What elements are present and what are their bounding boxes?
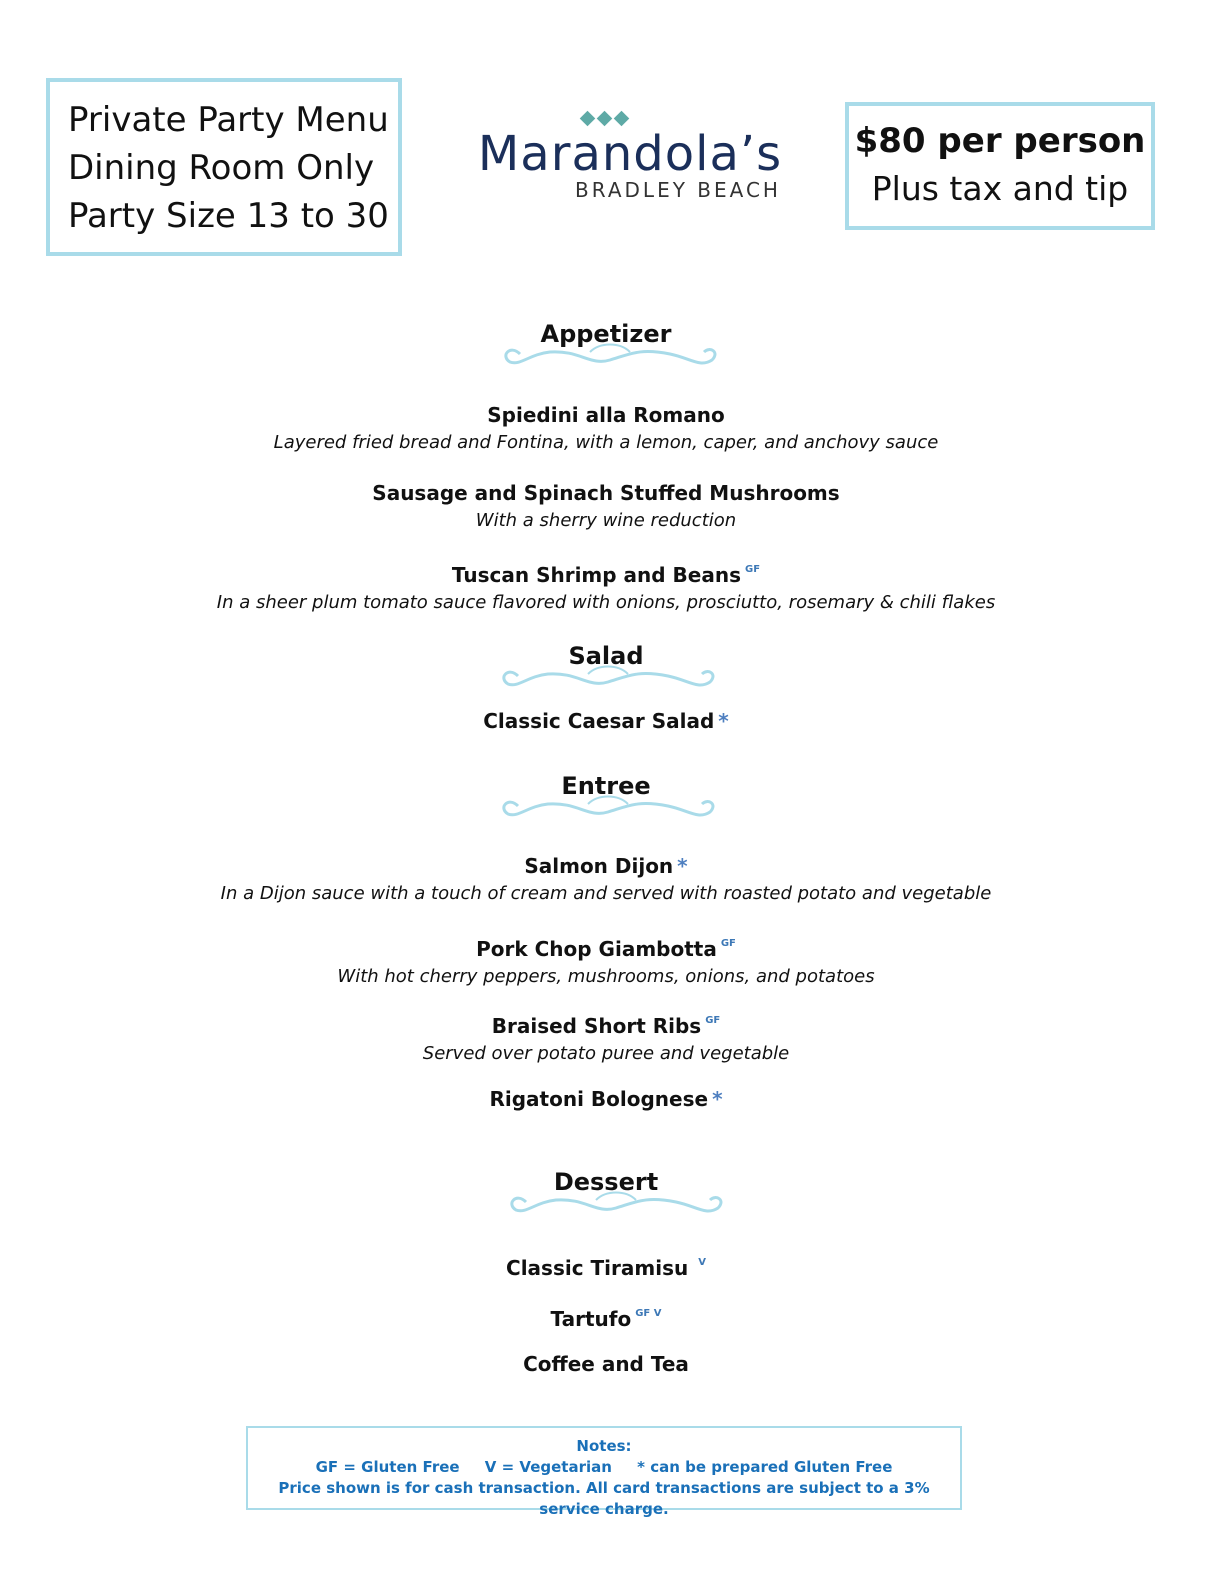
item-description: Served over potato puree and vegetable xyxy=(422,1043,790,1064)
item-description: In a sheer plum tomato sauce flavored with onions, prosciutto, rosemary & chili flakes xyxy=(216,592,996,613)
item-name: Classic Caesar Salad xyxy=(483,709,715,733)
menu-item xyxy=(0,402,1212,456)
gluten-free-option-mark: * xyxy=(677,854,688,878)
menu-item xyxy=(0,480,1212,534)
section-title-appetizer: Appetizer xyxy=(540,320,672,348)
item-name: Tuscan Shrimp and Beans xyxy=(451,563,742,587)
menu-item xyxy=(0,1250,1212,1281)
menu-item xyxy=(0,708,1212,734)
item-name: Salmon Dijon xyxy=(524,854,674,878)
item-description: With a sherry wine reduction xyxy=(475,510,737,531)
item-name: Classic Tiramisu xyxy=(506,1256,689,1280)
item-description: In a Dijon sauce with a touch of cream and served with roasted potato and vegetable xyxy=(220,883,992,904)
item-name: Spiedini alla Romano xyxy=(487,403,725,427)
price: $80 per person xyxy=(854,121,1146,161)
menu-item xyxy=(0,931,1212,990)
menu-item xyxy=(0,557,1212,616)
notes-title: Notes: xyxy=(576,1437,632,1455)
menu-item xyxy=(0,1301,1212,1332)
swirl-divider-icon xyxy=(498,792,718,822)
diet-tag: V xyxy=(698,1257,706,1268)
item-description: With hot cherry peppers, mushrooms, onions, and potatoes xyxy=(337,966,875,987)
swirl-divider-icon xyxy=(506,1188,726,1218)
menu-item xyxy=(0,1008,1212,1067)
notes-box xyxy=(246,1426,962,1518)
restaurant-location: BRADLEY BEACH xyxy=(575,178,781,202)
menu-item xyxy=(0,1086,1212,1112)
restaurant-name: Marandola’s xyxy=(477,126,783,182)
item-name: Sausage and Spinach Stuffed Mushrooms xyxy=(372,481,840,505)
legend-vegetarian: V = Vegetarian xyxy=(484,1458,612,1476)
item-name: Coffee and Tea xyxy=(523,1352,689,1376)
menu-item xyxy=(0,853,1212,907)
menu-item xyxy=(0,1351,1212,1377)
item-name: Braised Short Ribs xyxy=(491,1014,702,1038)
price-note: Price shown is for cash transaction. All card transactions are subject to a 3% service charge. xyxy=(278,1479,930,1518)
item-name: Pork Chop Giambotta xyxy=(476,937,717,961)
menu-title: Private Party Menu xyxy=(68,100,389,140)
diet-tag: GF xyxy=(705,1015,721,1026)
party-size: Party Size 13 to 30 xyxy=(68,196,389,236)
item-description: Layered fried bread and Fontina, with a lemon, caper, and anchovy sauce xyxy=(273,432,939,453)
swirl-divider-icon xyxy=(500,340,720,370)
legend-gluten-free: GF = Gluten Free xyxy=(315,1458,460,1476)
item-name: Tartufo xyxy=(550,1307,632,1331)
legend-gluten-free-option: * can be prepared Gluten Free xyxy=(637,1458,893,1476)
price-terms: Plus tax and tip xyxy=(871,169,1129,208)
section-title-salad: Salad xyxy=(568,642,644,670)
restaurant-logo xyxy=(430,110,830,230)
item-name: Rigatoni Bolognese xyxy=(489,1087,709,1111)
party-info-box xyxy=(46,78,402,256)
room-info: Dining Room Only xyxy=(68,148,375,188)
diet-tag: GF V xyxy=(635,1308,662,1319)
diet-tag: GF xyxy=(745,564,761,575)
gluten-free-option-mark: * xyxy=(718,709,729,733)
price-box xyxy=(845,102,1155,230)
gluten-free-option-mark: * xyxy=(712,1087,723,1111)
swirl-divider-icon xyxy=(498,662,718,692)
section-title-dessert: Dessert xyxy=(553,1168,659,1196)
section-title-entree: Entree xyxy=(561,772,651,800)
diet-tag: GF xyxy=(720,938,736,949)
